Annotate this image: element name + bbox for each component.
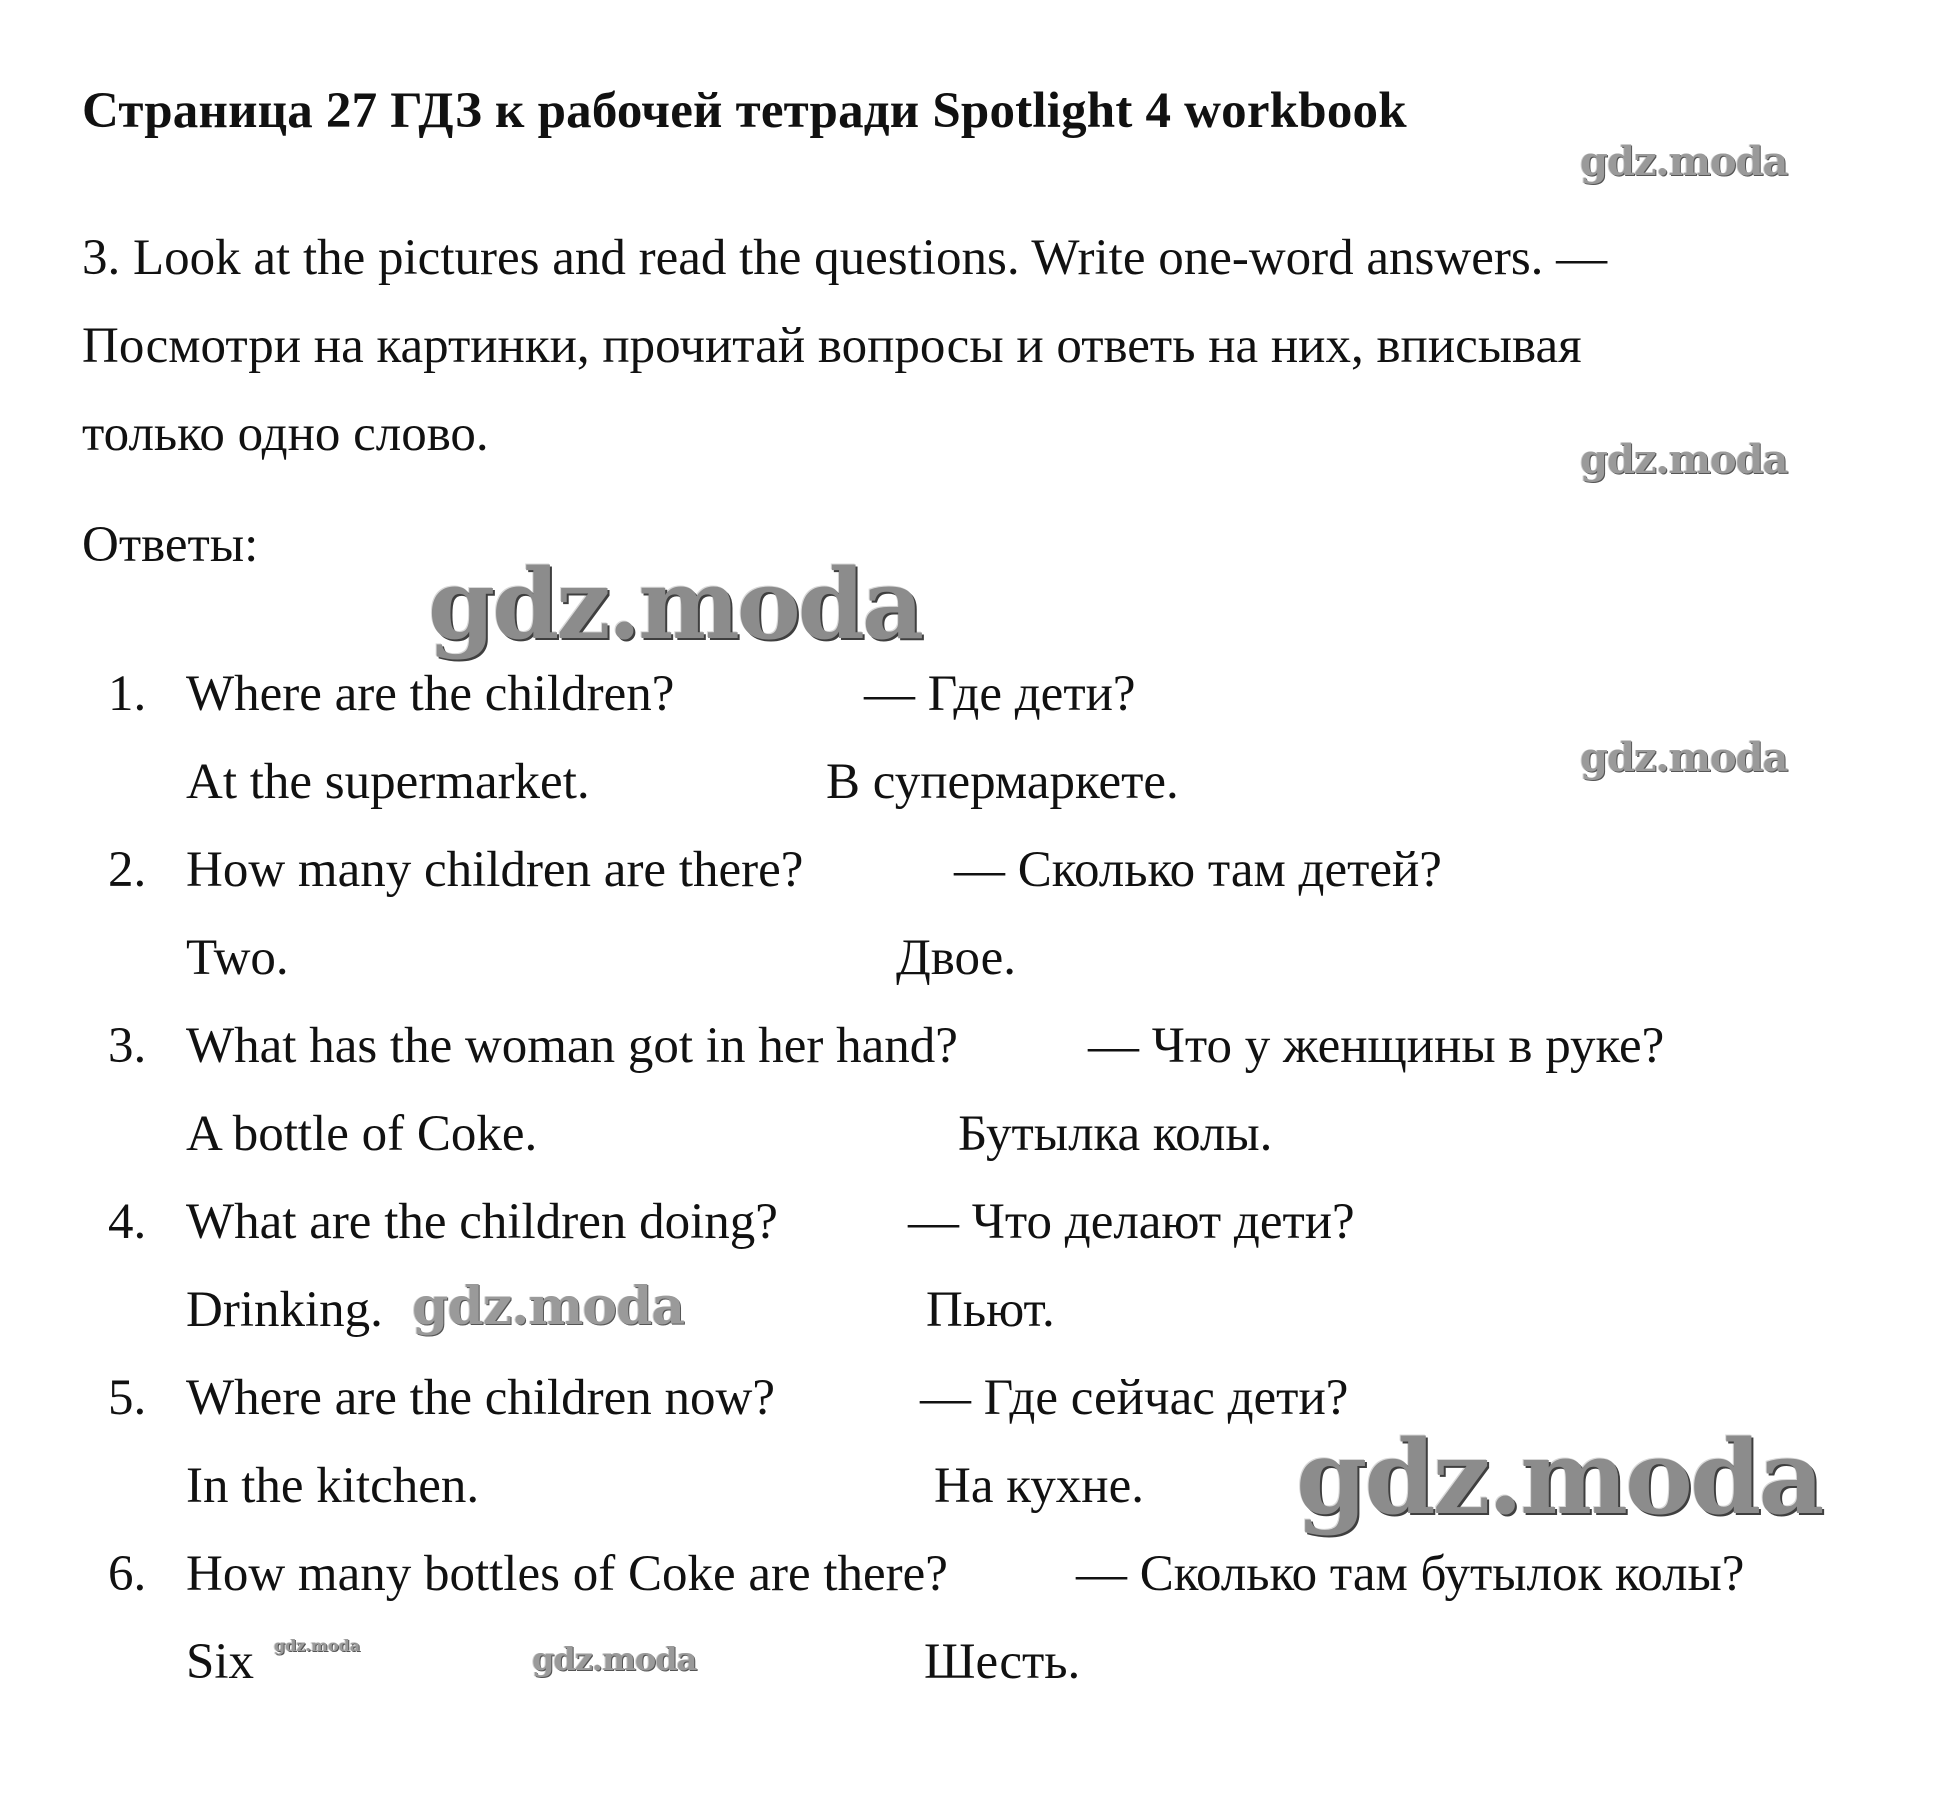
question-ru: — Что у женщины в руке? bbox=[1088, 1018, 1665, 1074]
answer-en: A bottle of Coke. bbox=[186, 1106, 538, 1162]
answers-label: Ответы: bbox=[82, 517, 259, 573]
task-line-1: 3. Look at the pictures and read the questions. Write one-word answers. — bbox=[82, 230, 1608, 286]
item-number: 3. bbox=[108, 1018, 147, 1074]
watermark: gdz.moda bbox=[1580, 436, 1788, 483]
question-ru: — Что делают дети? bbox=[908, 1194, 1355, 1250]
answer-ru: На кухне. bbox=[934, 1458, 1144, 1514]
item-number: 1. bbox=[108, 666, 147, 722]
item-number: 2. bbox=[108, 842, 147, 898]
question-ru: — Сколько там детей? bbox=[954, 842, 1442, 898]
question-ru: — Где дети? bbox=[864, 666, 1136, 722]
watermark: gdz.moda bbox=[532, 1640, 697, 1678]
answer-ru: Бутылка колы. bbox=[958, 1106, 1273, 1162]
watermark: gdz.moda bbox=[1296, 1418, 1822, 1538]
item-number: 4. bbox=[108, 1194, 147, 1250]
question-ru: — Где сейчас дети? bbox=[920, 1370, 1349, 1426]
answer-en: Six bbox=[186, 1634, 255, 1690]
item-number: 5. bbox=[108, 1370, 147, 1426]
watermark: gdz.moda bbox=[428, 548, 922, 661]
question-en: Where are the children now? bbox=[186, 1370, 776, 1426]
task-line-2: Посмотри на картинки, прочитай вопросы и ответь на них, вписывая bbox=[82, 318, 1582, 374]
answer-ru: В супермаркете. bbox=[826, 754, 1179, 810]
watermark: gdz.moda bbox=[1580, 138, 1788, 185]
answer-en: Two. bbox=[186, 930, 289, 986]
page-title: Страница 27 ГДЗ к рабочей тетради Spotlight 4 workbook bbox=[82, 83, 1407, 139]
question-en: Where are the children? bbox=[186, 666, 675, 722]
watermark: gdz.moda bbox=[274, 1636, 361, 1655]
question-ru: — Сколько там бутылок колы? bbox=[1076, 1546, 1745, 1602]
task-line-3: только одно слово. bbox=[82, 406, 489, 462]
answer-ru: Шесть. bbox=[924, 1634, 1081, 1690]
question-en: What has the woman got in her hand? bbox=[186, 1018, 958, 1074]
answer-en: Drinking. bbox=[186, 1282, 383, 1338]
question-en: How many bottles of Coke are there? bbox=[186, 1546, 948, 1602]
question-en: What are the children doing? bbox=[186, 1194, 778, 1250]
item-number: 6. bbox=[108, 1546, 147, 1602]
answer-en: At the supermarket. bbox=[186, 754, 590, 810]
answer-ru: Пьют. bbox=[926, 1282, 1055, 1338]
watermark: gdz.moda bbox=[412, 1276, 685, 1337]
answer-en: In the kitchen. bbox=[186, 1458, 480, 1514]
question-en: How many children are there? bbox=[186, 842, 804, 898]
answer-ru: Двое. bbox=[896, 930, 1017, 986]
watermark: gdz.moda bbox=[1580, 734, 1788, 781]
